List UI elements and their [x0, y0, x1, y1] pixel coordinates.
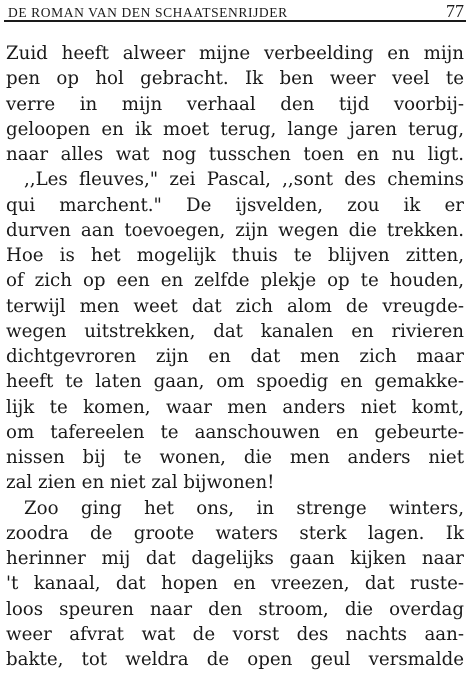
- text-line: lijk te komen, waar men anders niet komt,: [6, 396, 464, 418]
- text-line: loos speuren naar den stroom, die overdag: [6, 598, 464, 620]
- text-line: qui marchent." De ijsvelden, zou ik er: [6, 194, 464, 216]
- paragraph: [6, 496, 464, 673]
- text-line: terwijl men weet dat zich alom de vreugde-: [6, 295, 464, 317]
- paragraph: [6, 167, 464, 495]
- text-line: geloopen en ik moet terug, lange jaren terug,: [6, 118, 464, 140]
- text-line: zoodra de groote waters sterk lagen. Ik: [6, 522, 464, 544]
- text-line: ,,Les fleuves," zei Pascal, ,,sont des chemins: [24, 169, 464, 191]
- paragraph: [6, 41, 464, 167]
- text-line: Zuid heeft alweer mijne verbeelding en mijn: [6, 43, 464, 64]
- text-line: durven aan toevoegen, zijn wegen die trekken.: [6, 219, 464, 241]
- text-line: weer afvrat wat de vorst des nachts aan-: [6, 623, 464, 645]
- text-line: heeft te laten gaan, om spoedig en gemakke-: [6, 371, 464, 393]
- running-title: DE ROMAN VAN DEN SCHAATSENRIJDER: [8, 5, 288, 20]
- text-line: pen op hol gebracht. Ik ben weer veel te: [6, 68, 464, 90]
- text-line: bakte, tot weldra de open geul versmalde: [6, 649, 464, 670]
- text-line: dichtgevroren zijn en dat men zich maar: [6, 346, 464, 367]
- page-number: 77: [446, 1, 464, 21]
- running-header: [6, 1, 464, 21]
- text-line: Hoe is het mogelijk thuis te blijven zitten,: [6, 245, 464, 266]
- text-line: Zoo ging het ons, in strenge winters,: [24, 497, 464, 519]
- text-line: of zich op een en zelfde plekje op te houden,: [6, 270, 464, 292]
- text-line: herinner mij dat dagelijks gaan kijken naar: [6, 548, 464, 569]
- text-line: nissen bij te wonen, die men anders niet: [6, 447, 464, 468]
- body-text: [6, 41, 464, 672]
- header-rule: [4, 20, 466, 22]
- text-line: naar alles wat nog tusschen toen en nu ligt.: [6, 144, 464, 165]
- text-line: zal zien en niet zal bijwonen!: [6, 472, 275, 494]
- text-line: verre in mijn verhaal den tijd voorbij-: [6, 93, 464, 115]
- text-line: wegen uitstrekken, dat kanalen en rivieren: [6, 320, 464, 342]
- text-line: om tafereelen te aanschouwen en gebeurte-: [6, 421, 464, 443]
- text-line: 't kanaal, dat hopen en vreezen, dat ruste-: [6, 573, 464, 595]
